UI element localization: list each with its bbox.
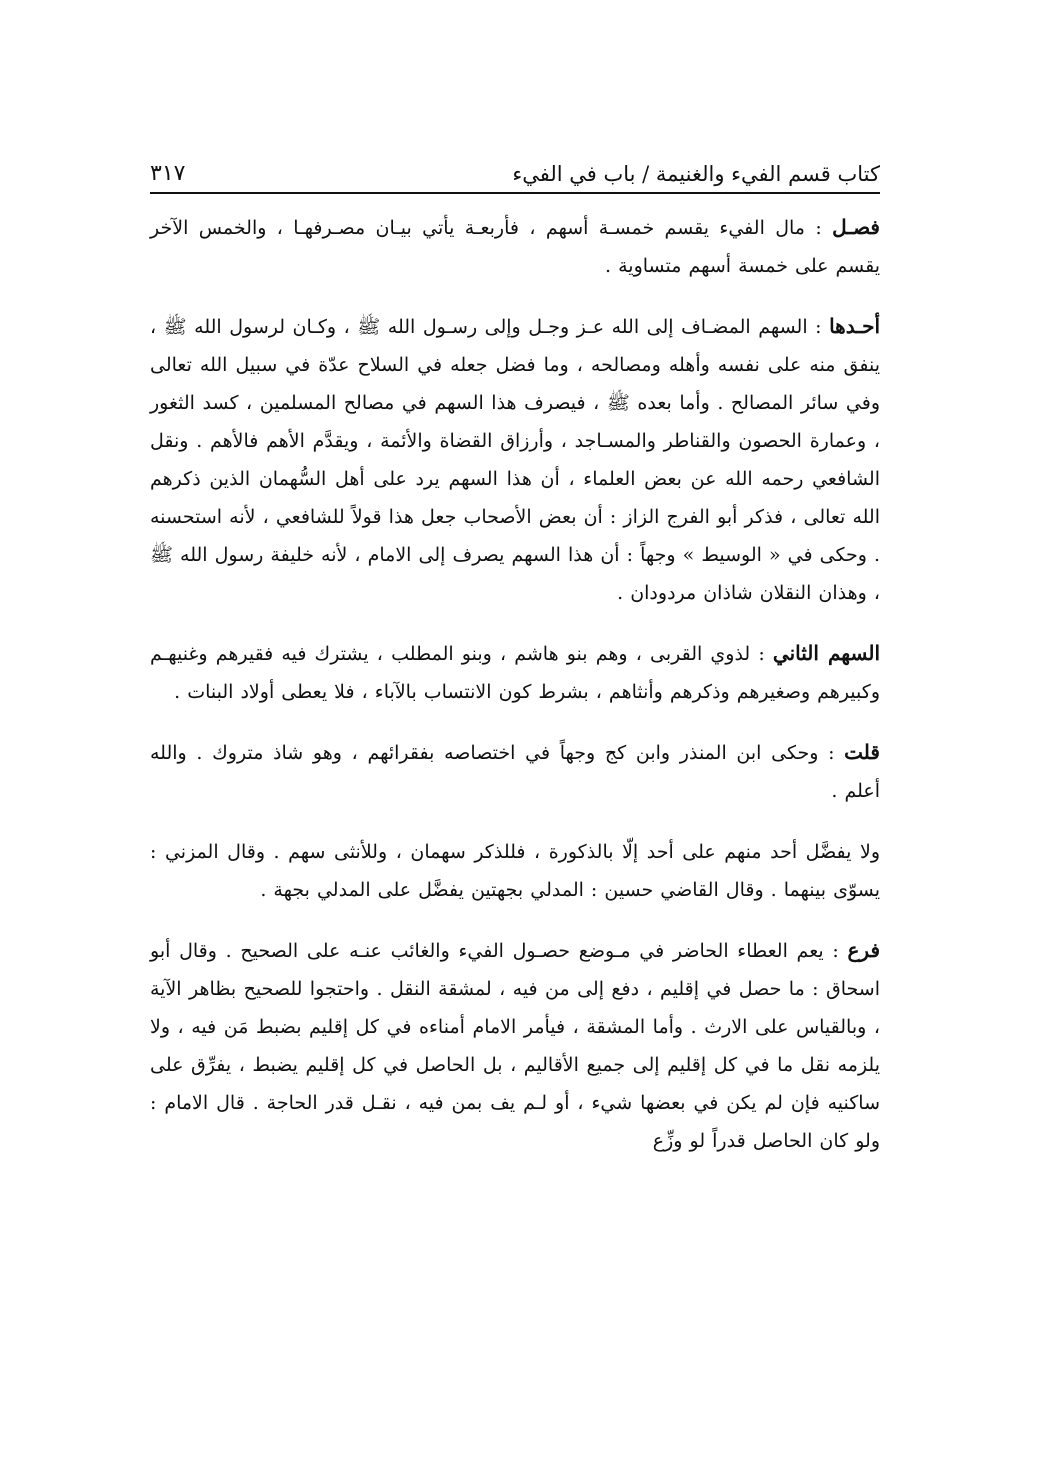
paragraph-text: : يعم العطاء الحاضر في مـوضع حصـول الفيء والغائب عنـه على الصحيح . وقال أبو اسحاق : ما حصل في إقليم ، دفع إلى من فيه ، لمشقة النقل . واحتجوا للصحيح بظاهر الآية ، وبالقياس على الارث . وأما المشقة ، فيأمر الامام أمناءه في كل إقليم بضبط مَن فيه ، ولا يلزمه نقل ما في كل إقليم إلى جميع الأقاليم ، بل الحاصل في كل إقليم يضبط ، يفرِّق على ساكنيه فإن لم يكن في بعضها شيء ، أو لـم يف بمن فيه ، نقـل قدر الحاجة . قال الامام : ولو كان الحاصل قدراً لو وزِّع: [150, 940, 880, 1152]
paragraph-text: : السهم المضـاف إلى الله عـز وجـل وإلى رسـول الله ﷺ ، وكـان لرسول الله ﷺ ، ينفق منه على نفسه وأهله ومصالحه ، وما فضل جعله في السلاح عدّة في سبيل الله تعالى وفي سائر المصالح . وأما بعده ﷺ ، فيصرف هذا السهم في مصالح المسلمين ، كسد الثغور ، وعمارة الحصون والقناطر والمسـاجد ، وأرزاق القضاة والأئمة ، ويقدَّم الأهم فالأهم . ونقل الشافعي رحمه الله عن بعض العلماء ، أن هذا السهم يرد على أهل السُّهمان الذين ذكرهم الله تعالى ، فذكر أبو الفرج الزاز : أن بعض الأصحاب جعل هذا قولاً للشافعي ، لأنه استحسنه . وحكى في « الوسيط » وجهاً : أن هذا السهم يصرف إلى الامام ، لأنه خليفة رسول الله ﷺ ، وهذان النقلان شاذان مردودان .: [150, 316, 880, 604]
book-page: [150, 150, 880, 1182]
running-header: [150, 150, 880, 186]
paragraph-text: ولا يفضَّل أحد منهم على أحد إلّا بالذكورة ، فللذكر سهمان ، وللأنثى سهم . وقال المزني : يسوّى بينهما . وقال القاضي حسين : المدلي بجهتين يفضَّل على المدلي بجهة .: [150, 841, 880, 901]
paragraph-text: : لذوي القربى ، وهم بنو هاشم ، وبنو المطلب ، يشترك فيه فقيرهم وغنيهـم وكبيرهم وصغيرهم وذكرهم وأنثاهم ، بشرط كون الانتساب بالآباء ، فلا يعطى أولاد البنات .: [150, 643, 880, 703]
section-term: فصـل: [832, 215, 880, 239]
section-term: قلت: [844, 740, 880, 764]
section-term: السهم الثاني: [772, 641, 881, 665]
paragraph-second-share: [150, 634, 880, 711]
paragraph-far: [150, 931, 880, 1160]
paragraph-text: : مال الفيء يقسم خمسـة أسهم ، فأربعـة يأتي بيـان مصـرفهـا ، والخمس الآخر يقسم على خمسة أسهم متساوية .: [150, 217, 880, 277]
paragraph-preference: [150, 832, 880, 909]
paragraph-first-share: [150, 307, 880, 612]
chapter-title: كتاب قسم الفيء والغنيمة / باب في الفيء: [512, 162, 880, 186]
paragraph-fasl: [150, 208, 880, 285]
paragraph-text: : وحكى ابن المنذر وابن كج وجهاً في اختصاصه بفقرائهم ، وهو شاذ متروك . والله أعلم .: [150, 742, 880, 802]
paragraph-qult: [150, 733, 880, 810]
page-number: ٣١٧: [150, 161, 186, 186]
section-term: أحـدها: [829, 314, 880, 338]
header-rule: [150, 192, 880, 194]
section-term: فرع: [847, 938, 880, 962]
